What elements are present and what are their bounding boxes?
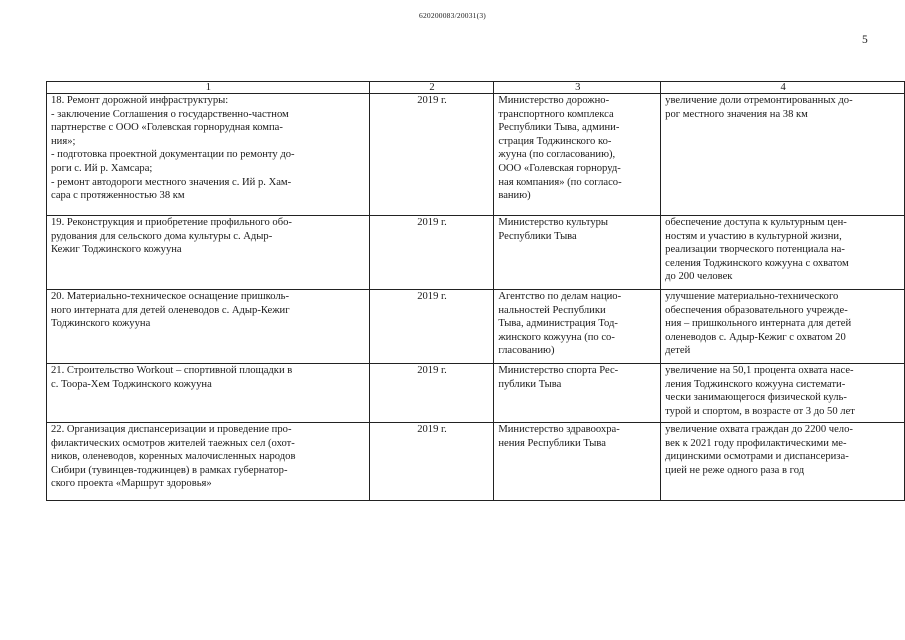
executor-cell: Министерство здравоохра- нения Республики Тыва [494, 423, 661, 501]
result-cell: увеличение на 50,1 процента охвата насе- ления Тоджинского кожууна системати- чески занимающегося физической куль- турой и спортом, в возрасте от 3 до 50 лет [661, 364, 905, 423]
table-row [47, 94, 905, 216]
column-header: 3 [494, 82, 661, 94]
measure-cell: 22. Организация диспансеризации и проведение про- филактических осмотров жителей таежных сел (охот- ников, оленеводов, коренных малочисленных народов Сибири (тувинцев-тоджинцев) в рамках губернатор- ского проекта «Маршрут здоровья» [47, 423, 370, 501]
executor-cell: Министерство дорожно- транспортного комплекса Республики Тыва, админи- страция Тоджинского ко- жууна (по согласованию), ООО «Голевская горноруд- ная компания» (по согласо- ванию) [494, 94, 661, 216]
result-cell: увеличение доли отремонтированных до- рог местного значения на 38 км [661, 94, 905, 216]
measures-table [46, 81, 905, 501]
year-cell: 2019 г. [369, 290, 494, 364]
executor-cell: Министерство культуры Республики Тыва [494, 216, 661, 290]
column-header: 4 [661, 82, 905, 94]
table-row [47, 423, 905, 501]
year-cell: 2019 г. [369, 216, 494, 290]
measure-cell: 18. Ремонт дорожной инфраструктуры: - заключение Соглашения о государственно-частном партнерстве с ООО «Голевская горнорудная компа- ния»; - подготовка проектной документации по ремонту до- роги с. Ий р. Хамсара; - ремонт автодороги местного значения с. Ий р. Хам- сара с протяженностью 38 км [47, 94, 370, 216]
column-header: 2 [369, 82, 494, 94]
executor-cell: Министерство спорта Рес- публики Тыва [494, 364, 661, 423]
result-cell: увеличение охвата граждан до 2200 чело- век к 2021 году профилактическими ме- дицинскими осмотрами и диспансериза- цией не реже одного раза в год [661, 423, 905, 501]
executor-cell: Агентство по делам нацио- нальностей Республики Тыва, администрация Тод- жинского кожууна (по со- гласованию) [494, 290, 661, 364]
page-number: 5 [862, 34, 868, 46]
table-header-row [47, 82, 905, 94]
document-id: 620200083/20031(3) [419, 11, 486, 20]
measure-cell: 21. Строительство Workout – спортивной площадки в с. Тоора-Хем Тоджинского кожууна [47, 364, 370, 423]
year-cell: 2019 г. [369, 423, 494, 501]
year-cell: 2019 г. [369, 94, 494, 216]
result-cell: обеспечение доступа к культурным цен- ностям и участию в культурной жизни, реализации творческого потенциала на- селения Тоджинского кожууна с охватом до 200 человек [661, 216, 905, 290]
table-row [47, 364, 905, 423]
result-cell: улучшение материально-технического обеспечения образовательного учрежде- ния – пришкольного интерната для детей оленеводов с. Адыр-Кежиг с охватом 20 детей [661, 290, 905, 364]
table-row [47, 290, 905, 364]
year-cell: 2019 г. [369, 364, 494, 423]
measure-cell: 19. Реконструкция и приобретение профильного обо- рудования для сельского дома культуры с. Адыр- Кежиг Тоджинского кожууна [47, 216, 370, 290]
column-header: 1 [47, 82, 370, 94]
table-row [47, 216, 905, 290]
measure-cell: 20. Материально-техническое оснащение пришколь- ного интерната для детей оленеводов с. Адыр-Кежиг Тоджинского кожууна [47, 290, 370, 364]
